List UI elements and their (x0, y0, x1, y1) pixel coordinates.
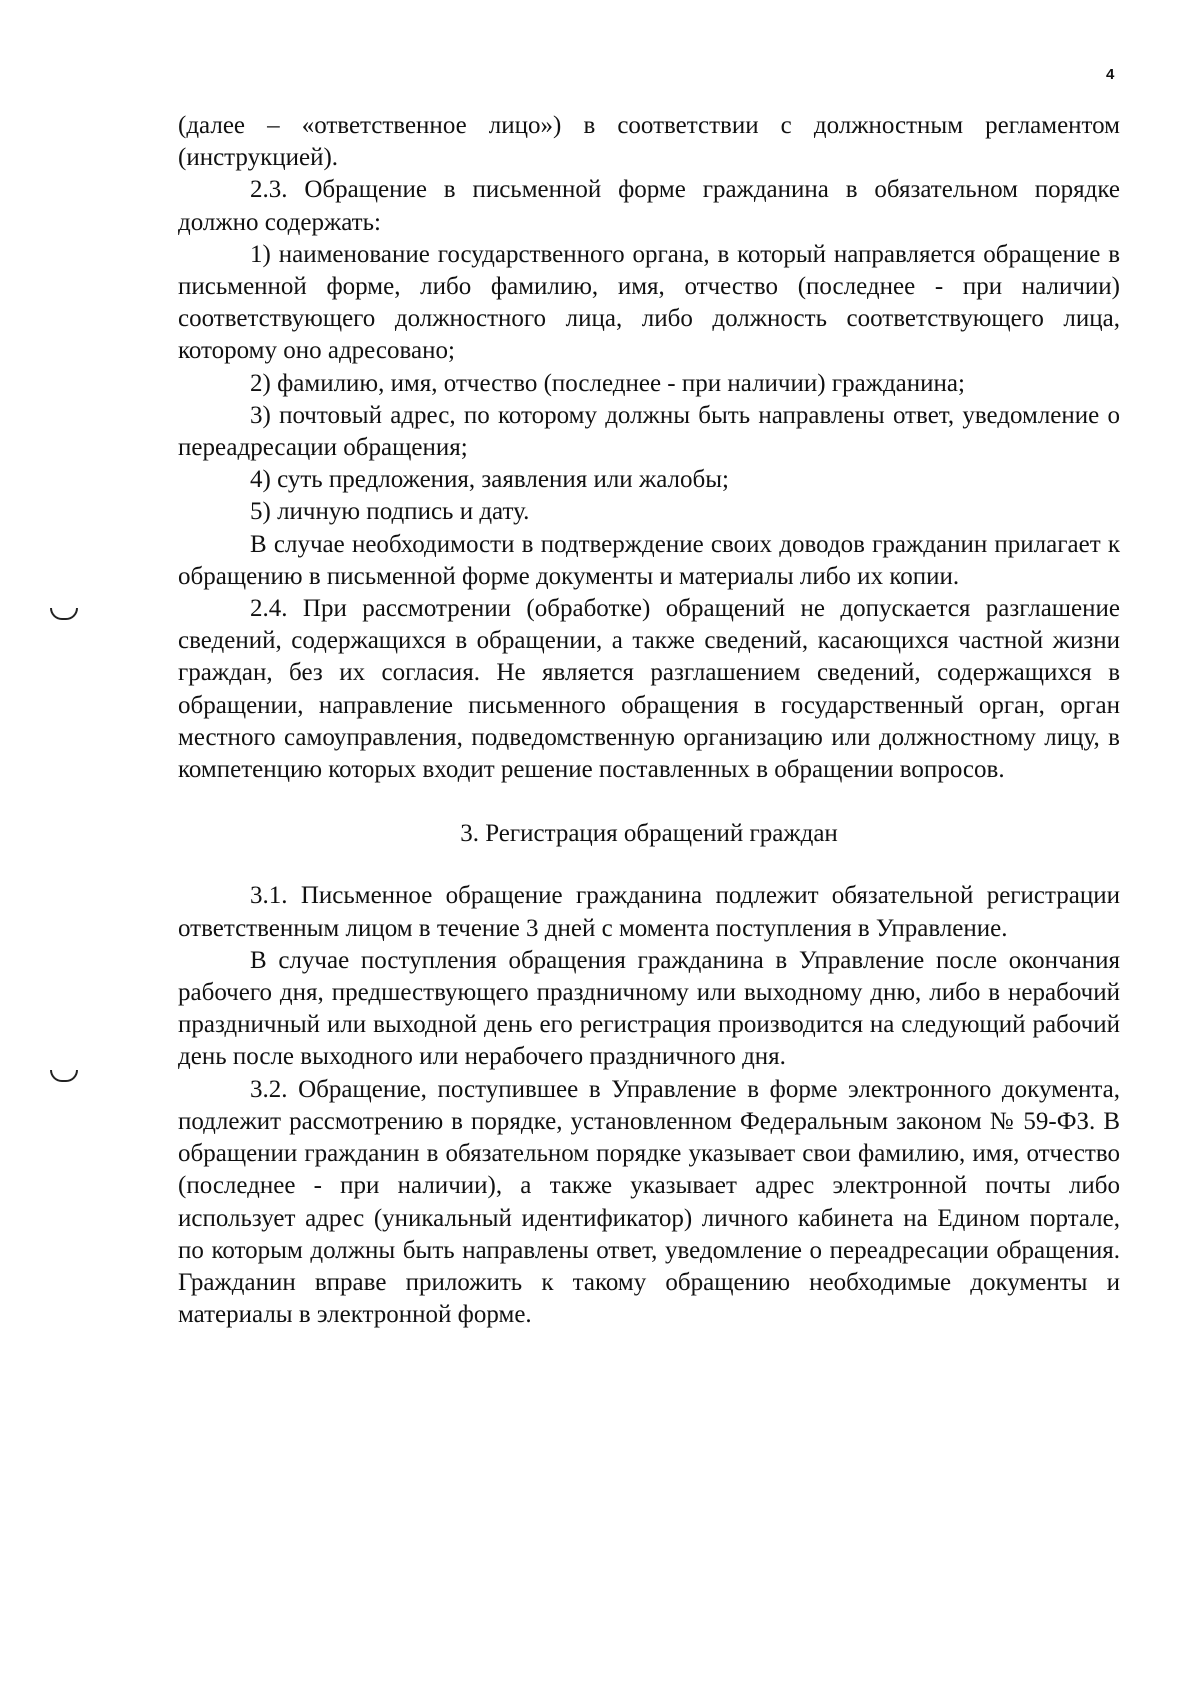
list-item-3: 3) почтовый адрес, по которому должны быть направлены ответ, уведомление о переадресации обращения; (178, 401, 1120, 462)
list-item-4: 4) суть предложения, заявления или жалобы; (250, 466, 729, 494)
paragraph-2-4: 2.4. При рассмотрении (обработке) обращений не допускается разглашение сведений, содержащихся в обращении, а также сведений, касающихся частной жизни граждан, без их согласия. Не является разглашением сведений, содержащихся в обращении, направление письменного обращения в государственный орган, орган местного самоуправления, подведомственную организацию или должностному лицу, в компетенцию которых входит решение поставленных в обращении вопросов. (178, 595, 1120, 784)
section-heading: 3. Регистрация обращений граждан (460, 820, 838, 848)
punch-hole-mark-top (50, 608, 78, 620)
paragraph-3-2: 3.2. Обращение, поступившее в Управление в форме электронного документа, подлежит рассмотрению в порядке, установленном Федеральным законом № 59-ФЗ. В обращении гражданин в обязательном порядке указывает свои фамилию, имя, отчество (последнее - при наличии), а также указывает адрес электронной почты либо использует адрес (уникальный идентификатор) личного кабинета на Едином портале, по которым должны быть направлены ответ, уведомление о переадресации обращения. Гражданин вправе приложить к такому обращению необходимые документы и материалы в электронной форме. (178, 1075, 1120, 1329)
punch-hole-mark-bottom (50, 1070, 78, 1082)
paragraph-continuation: (далее – «ответственное лицо») в соответствии с должностным регламентом (инструкцией). (178, 112, 1120, 172)
document-body (178, 110, 1120, 1331)
list-item-1: 1) наименование государственного органа, в который направляется обращение в письменной форме, либо фамилию, имя, отчество (последнее - при наличии) соответствующего должностного лица, либо должность соответствующего лица, которому оно адресовано; (178, 240, 1120, 365)
paragraph-3-1: 3.1. Письменное обращение гражданина подлежит обязательной регистрации ответственным лицом в течение 3 дней с момента поступления в Управление. (178, 882, 1120, 942)
list-item-2: 2) фамилию, имя, отчество (последнее - при наличии) гражданина; (250, 369, 965, 397)
paragraph-holiday-registration: В случае поступления обращения гражданина в Управление после окончания рабочего дня, предшествующего праздничному или выходному дню, либо в нерабочий праздничный или выходной день его регистрация производится на следующий рабочий день после выходного или нерабочего праздничного дня. (178, 946, 1120, 1071)
list-item-5: 5) личную подпись и дату. (250, 498, 530, 526)
paragraph-2-3: 2.3. Обращение в письменной форме гражданина в обязательном порядке должно содержать: (178, 176, 1120, 236)
page-number: 4 (1106, 66, 1115, 83)
paragraph-attachments: В случае необходимости в подтверждение своих доводов гражданин прилагает к обращению в письменной форме документы и материалы либо их копии. (178, 530, 1120, 590)
